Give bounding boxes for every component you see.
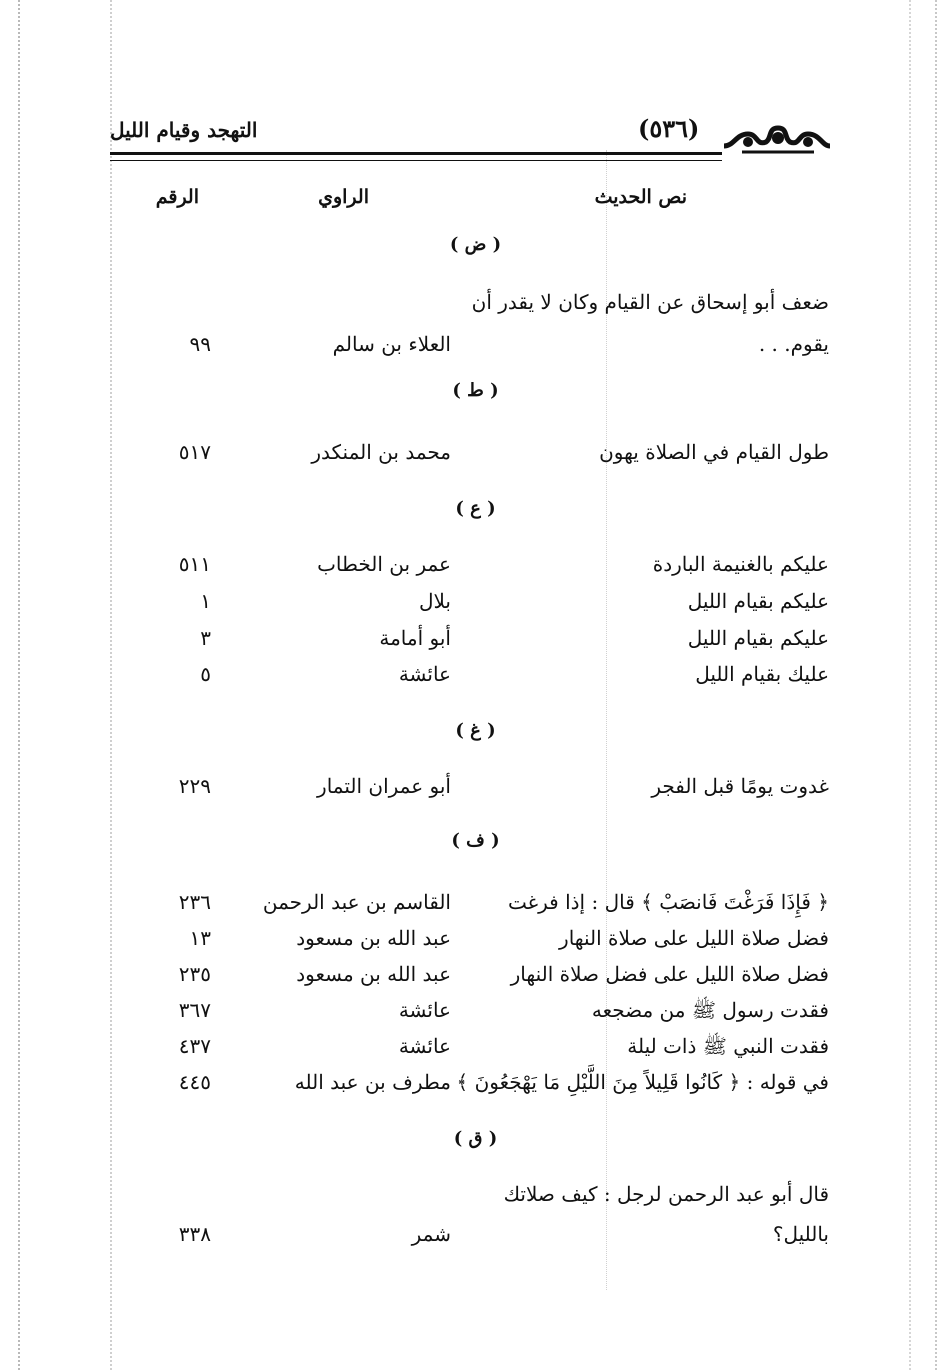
hadith-text: فضل صلاة الليل على فضل صلاة النهار xyxy=(510,962,829,986)
table-row xyxy=(0,626,951,662)
hadith-number: ١٣ xyxy=(189,926,211,950)
table-row xyxy=(0,589,951,625)
hadith-text: فقدت رسول ﷺ من مضجعه xyxy=(591,998,829,1022)
section-letter: ( ف ) xyxy=(451,830,500,851)
hadith-text: يقوم. . . xyxy=(758,332,829,356)
narrator: أبو عمران التمار xyxy=(317,774,451,798)
narrator: عبد الله بن مسعود xyxy=(296,962,451,986)
hadith-number: ٥١٧ xyxy=(178,440,211,464)
column-number: الرقم xyxy=(155,186,199,208)
hadith-number: ٤٤٥ xyxy=(178,1070,211,1094)
section-letter: ( ق ) xyxy=(453,1128,498,1149)
hadith-text: فضل صلاة الليل على صلاة النهار xyxy=(559,926,829,950)
page-header xyxy=(110,108,830,168)
section-letter: ( غ ) xyxy=(455,720,496,741)
column-narrator: الراوي xyxy=(318,186,369,208)
narrator: مطرف بن عبد الله xyxy=(294,1070,451,1094)
hadith-text: قال أبو عبد الرحمن لرجل : كيف صلاتك xyxy=(503,1182,829,1206)
table-row xyxy=(0,998,951,1034)
section-letter: ( ض ) xyxy=(449,234,502,255)
table-row xyxy=(0,1070,951,1106)
hadith-text: ضعف أبو إسحاق عن القيام وكان لا يقدر أن xyxy=(471,290,829,314)
narrator: عبد الله بن مسعود xyxy=(296,926,451,950)
hadith-number: ٣٣٨ xyxy=(178,1222,211,1246)
hadith-text: فقدت النبي ﷺ ذات ليلة xyxy=(627,1034,829,1058)
hadith-text: طول القيام في الصلاة يهون xyxy=(599,440,829,464)
hadith-number: ٣ xyxy=(200,626,211,650)
hadith-number: ٥١١ xyxy=(178,552,211,576)
hadith-number: ٤٣٧ xyxy=(178,1034,211,1058)
table-row xyxy=(0,332,951,368)
column-hadith: نص الحديث xyxy=(594,186,687,208)
hadith-text: عليك بقيام الليل xyxy=(695,662,829,686)
table-row xyxy=(0,662,951,698)
hadith-text: عليكم بقيام الليل xyxy=(687,589,829,613)
table-row xyxy=(0,1182,951,1218)
narrator: عائشة xyxy=(398,998,451,1022)
narrator: عائشة xyxy=(398,1034,451,1058)
table-row xyxy=(0,1034,951,1070)
hadith-number: ٣٦٧ xyxy=(178,998,211,1022)
narrator: شمر xyxy=(411,1222,451,1246)
table-row xyxy=(0,926,951,962)
table-row xyxy=(0,774,951,810)
table-row xyxy=(0,552,951,588)
narrator: بلال xyxy=(418,589,451,613)
hadith-text: ﴿ فَإِذَا فَرَغْتَ فَانصَبْ ﴾ قال : إذا فرغت xyxy=(508,890,829,914)
narrator: عمر بن الخطاب xyxy=(317,552,451,576)
hadith-number: ٢٣٦ xyxy=(178,890,211,914)
hadith-number: ٢٢٩ xyxy=(178,774,211,798)
hadith-number: ١ xyxy=(200,589,211,613)
page-number: (٥٣٦) xyxy=(638,114,700,143)
narrator: العلاء بن سالم xyxy=(332,332,451,356)
narrator: عائشة xyxy=(398,662,451,686)
hadith-number: ٢٣٥ xyxy=(178,962,211,986)
narrator: محمد بن المنكدر xyxy=(311,440,451,464)
column-headers xyxy=(0,186,951,216)
book-title: التهجد وقيام الليل xyxy=(110,118,258,142)
header-rule xyxy=(110,152,722,155)
hadith-number: ٩٩ xyxy=(189,332,211,356)
table-row xyxy=(0,890,951,926)
hadith-number: ٥ xyxy=(200,662,211,686)
ornament-icon xyxy=(722,112,832,158)
hadith-text: عليكم بالغنيمة الباردة xyxy=(652,552,829,576)
narrator: القاسم بن عبد الرحمن xyxy=(262,890,451,914)
header-rule xyxy=(110,160,722,161)
table-row xyxy=(0,1222,951,1258)
section-letter: ( ط ) xyxy=(452,380,499,401)
table-row xyxy=(0,290,951,326)
narrator: أبو أمامة xyxy=(379,626,451,650)
hadith-text: بالليل؟ xyxy=(772,1222,829,1246)
table-row xyxy=(0,440,951,476)
hadith-text: غدوت يومًا قبل الفجر xyxy=(651,774,829,798)
table-row xyxy=(0,962,951,998)
hadith-text: في قوله : ﴿ كَانُوا قَلِيلاً مِنَ اللَّيْلِ مَا يَهْجَعُونَ ﴾ xyxy=(456,1070,829,1094)
section-letter: ( ع ) xyxy=(455,498,496,519)
hadith-text: عليكم بقيام الليل xyxy=(687,626,829,650)
